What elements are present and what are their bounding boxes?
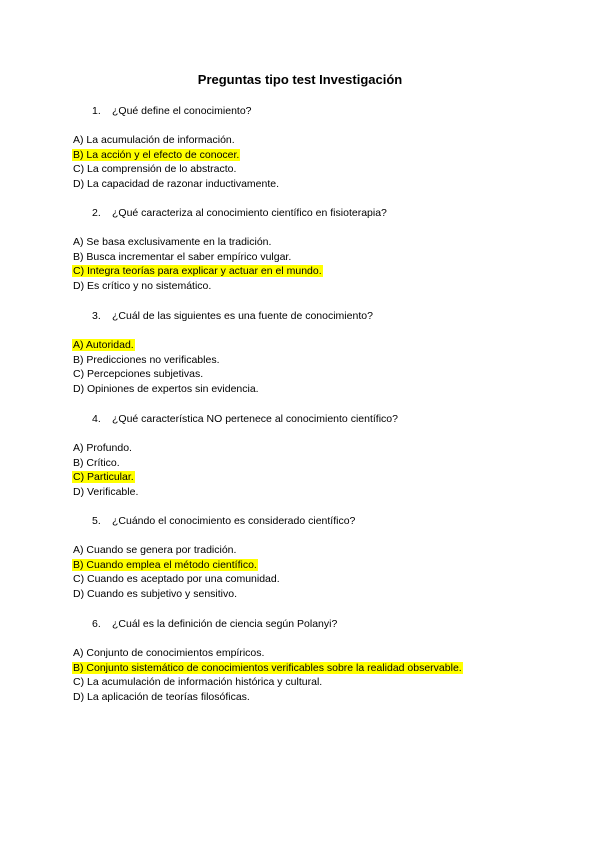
question-block-6 (72, 617, 552, 631)
question-label: ¿Qué define el conocimiento? (112, 105, 252, 117)
option-text: C) Cuando es aceptado por una comunidad. (73, 573, 280, 586)
question-block-1 (72, 104, 552, 118)
option-c (72, 264, 552, 279)
option-b (72, 456, 552, 471)
option-c (72, 572, 552, 587)
question-label: ¿Qué caracteriza al conocimiento científico en fisioterapia? (112, 207, 387, 219)
option-text: C) La comprensión de lo abstracto. (73, 163, 237, 176)
options-group-3 (72, 338, 552, 396)
option-text-highlighted: B) La acción y el efecto de conocer. (73, 148, 240, 161)
option-d (72, 279, 552, 294)
question-number: 5. (92, 515, 101, 527)
option-a (72, 338, 552, 353)
option-text: A) Conjunto de conocimientos empíricos. (73, 647, 265, 659)
question-text (92, 104, 552, 118)
question-block-4 (72, 412, 552, 426)
options-group-6 (72, 646, 552, 704)
option-text: C) Percepciones subjetivas. (73, 368, 204, 381)
question-text (92, 514, 552, 528)
question-block-2 (72, 206, 552, 220)
option-text: D) La capacidad de razonar inductivamente. (73, 177, 280, 190)
option-text: A) Cuando se genera por tradición. (73, 544, 237, 556)
option-text-highlighted: C) Integra teorías para explicar y actuar en el mundo. (73, 265, 322, 278)
option-text: A) La acumulación de información. (73, 134, 235, 146)
question-block-5 (72, 514, 552, 528)
option-d (72, 587, 552, 602)
question-number: 2. (92, 207, 101, 219)
option-a (72, 543, 552, 558)
option-a (72, 441, 552, 456)
option-a (72, 133, 552, 148)
option-text-highlighted: B) Conjunto sistemático de conocimientos verificables sobre la realidad observable. (73, 661, 462, 674)
option-text: A) Profundo. (73, 442, 132, 454)
option-text: D) La aplicación de teorías filosóficas. (73, 690, 250, 703)
option-text: D) Opiniones de expertos sin evidencia. (73, 382, 259, 395)
option-b (72, 353, 552, 368)
options-group-4 (72, 441, 552, 499)
question-text (92, 412, 552, 426)
question-number: 3. (92, 310, 101, 322)
option-a (72, 646, 552, 661)
option-text-highlighted: C) Particular. (73, 471, 134, 484)
options-group-5 (72, 543, 552, 601)
question-label: ¿Cuál es la definición de ciencia según Polanyi? (112, 618, 338, 630)
question-text (92, 309, 552, 323)
option-text: B) Busca incrementar el saber empírico vulgar. (73, 250, 292, 263)
option-a (72, 235, 552, 250)
option-text: A) Se basa exclusivamente en la tradición. (73, 236, 272, 248)
question-text (92, 617, 552, 631)
question-label: ¿Cuándo el conocimiento es considerado científico? (112, 515, 356, 527)
option-text: D) Cuando es subjetivo y sensitivo. (73, 587, 237, 600)
option-text-highlighted: A) Autoridad. (73, 339, 134, 351)
question-number: 6. (92, 618, 101, 630)
question-number: 4. (92, 413, 101, 425)
option-c (72, 162, 552, 177)
option-text: C) La acumulación de información histórica y cultural. (73, 676, 323, 689)
option-d (72, 690, 552, 705)
question-text (92, 206, 552, 220)
page-title: Preguntas tipo test Investigación (197, 72, 403, 87)
option-text-highlighted: B) Cuando emplea el método científico. (73, 558, 257, 571)
option-b (72, 661, 552, 676)
option-d (72, 485, 552, 500)
option-c (72, 675, 552, 690)
option-c (72, 367, 552, 382)
option-text: D) Verificable. (73, 485, 139, 498)
question-block-3 (72, 309, 552, 323)
option-text: D) Es crítico y no sistemático. (73, 279, 212, 292)
options-group-1 (72, 133, 552, 191)
options-group-2 (72, 235, 552, 293)
option-c (72, 470, 552, 485)
option-text: B) Predicciones no verificables. (73, 353, 220, 366)
option-b (72, 250, 552, 265)
question-label: ¿Qué característica NO pertenece al conocimiento científico? (112, 413, 398, 425)
option-d (72, 177, 552, 192)
option-d (72, 382, 552, 397)
option-b (72, 558, 552, 573)
question-number: 1. (92, 105, 101, 117)
option-text: B) Crítico. (73, 456, 120, 469)
option-b (72, 148, 552, 163)
question-label: ¿Cuál de las siguientes es una fuente de conocimiento? (112, 310, 373, 322)
